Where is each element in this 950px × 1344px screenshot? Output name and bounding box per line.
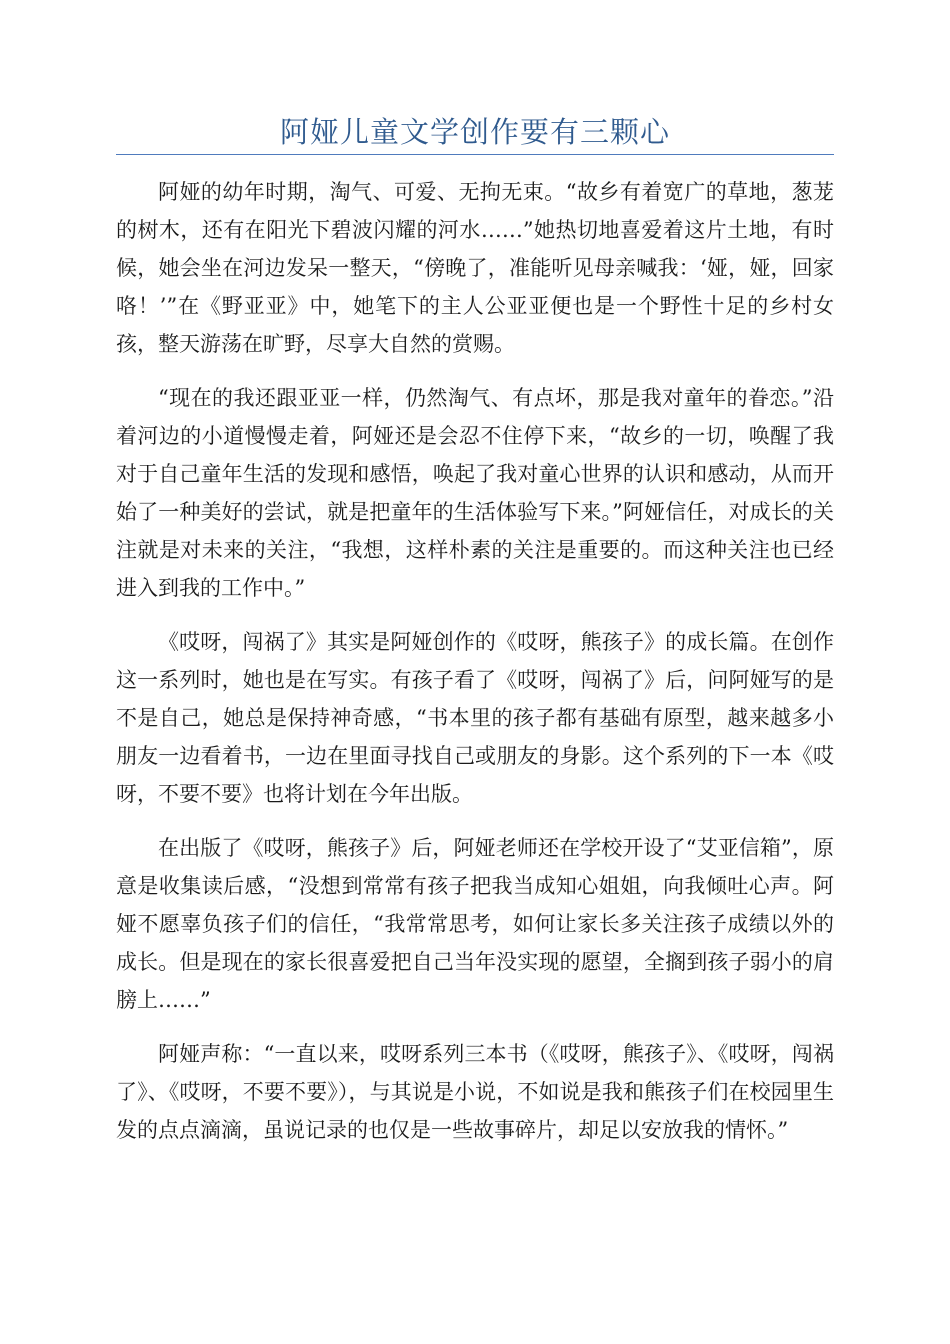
document-title: 阿娅儿童文学创作要有三颗心 <box>279 115 670 149</box>
paragraph-4: 在出版了《哎呀，熊孩子》后，阿娅老师还在学校开设了“艾亚信箱”，原意是收集读后感，“没想到常常有孩子把我当成知心姐姐，向我倾吐心声。阿娅不愿辜负孩子们的信任，“我常常思考，如何让家长多关注孩子成绩以外的成长。但是现在的家长很喜爱把自己当年没实现的愿望，全搁到孩子弱小的肩膀上……” <box>116 836 834 1012</box>
title-underline <box>116 154 834 155</box>
paragraph-5: 阿娅声称：“一直以来，哎呀系列三本书（《哎呀，熊孩子》、《哎呀，闯祸了》、《哎呀，不要不要》），与其说是小说，不如说是我和熊孩子们在校园里生发的点点滴滴，虽说记录的也仅是一些故事碎片，却足以安放我的情怀。” <box>116 1042 834 1142</box>
paragraph-2: “现在的我还跟亚亚一样，仍然淘气、有点坏，那是我对童年的眷恋。”沿着河边的小道慢慢走着，阿娅还是会忍不住停下来，“故乡的一切，唤醒了我对于自己童年生活的发现和感悟，唤起了我对童心世界的认识和感动，从而开始了一种美好的尝试，就是把童年的生活体验写下来。”阿娅信任，对成长的关注就是对未来的关注，“我想，这样朴素的关注是重要的。而这种关注也已经进入到我的工作中。” <box>116 386 834 600</box>
paragraph-3: 《哎呀，闯祸了》其实是阿娅创作的《哎呀，熊孩子》的成长篇。在创作这一系列时，她也是在写实。有孩子看了《哎呀，闯祸了》后，问阿娅写的是不是自己，她总是保持神奇感，“书本里的孩子都有基础有原型，越来越多小朋友一边看着书，一边在里面寻找自己或朋友的身影。这个系列的下一本《哎呀，不要不要》也将计划在今年出版。 <box>116 630 834 806</box>
paragraph-1: 阿娅的幼年时期，淘气、可爱、无拘无束。“故乡有着宽广的草地，葱茏的树木，还有在阳光下碧波闪耀的河水……”她热切地喜爱着这片土地，有时候，她会坐在河边发呆一整天，“傍晚了，准能听见母亲喊我：‘娅，娅，回家咯！’”在《野亚亚》中，她笔下的主人公亚亚便也是一个野性十足的乡村女孩，整天游荡在旷野，尽享大自然的赏赐。 <box>116 180 834 356</box>
document-body <box>116 173 834 1165</box>
